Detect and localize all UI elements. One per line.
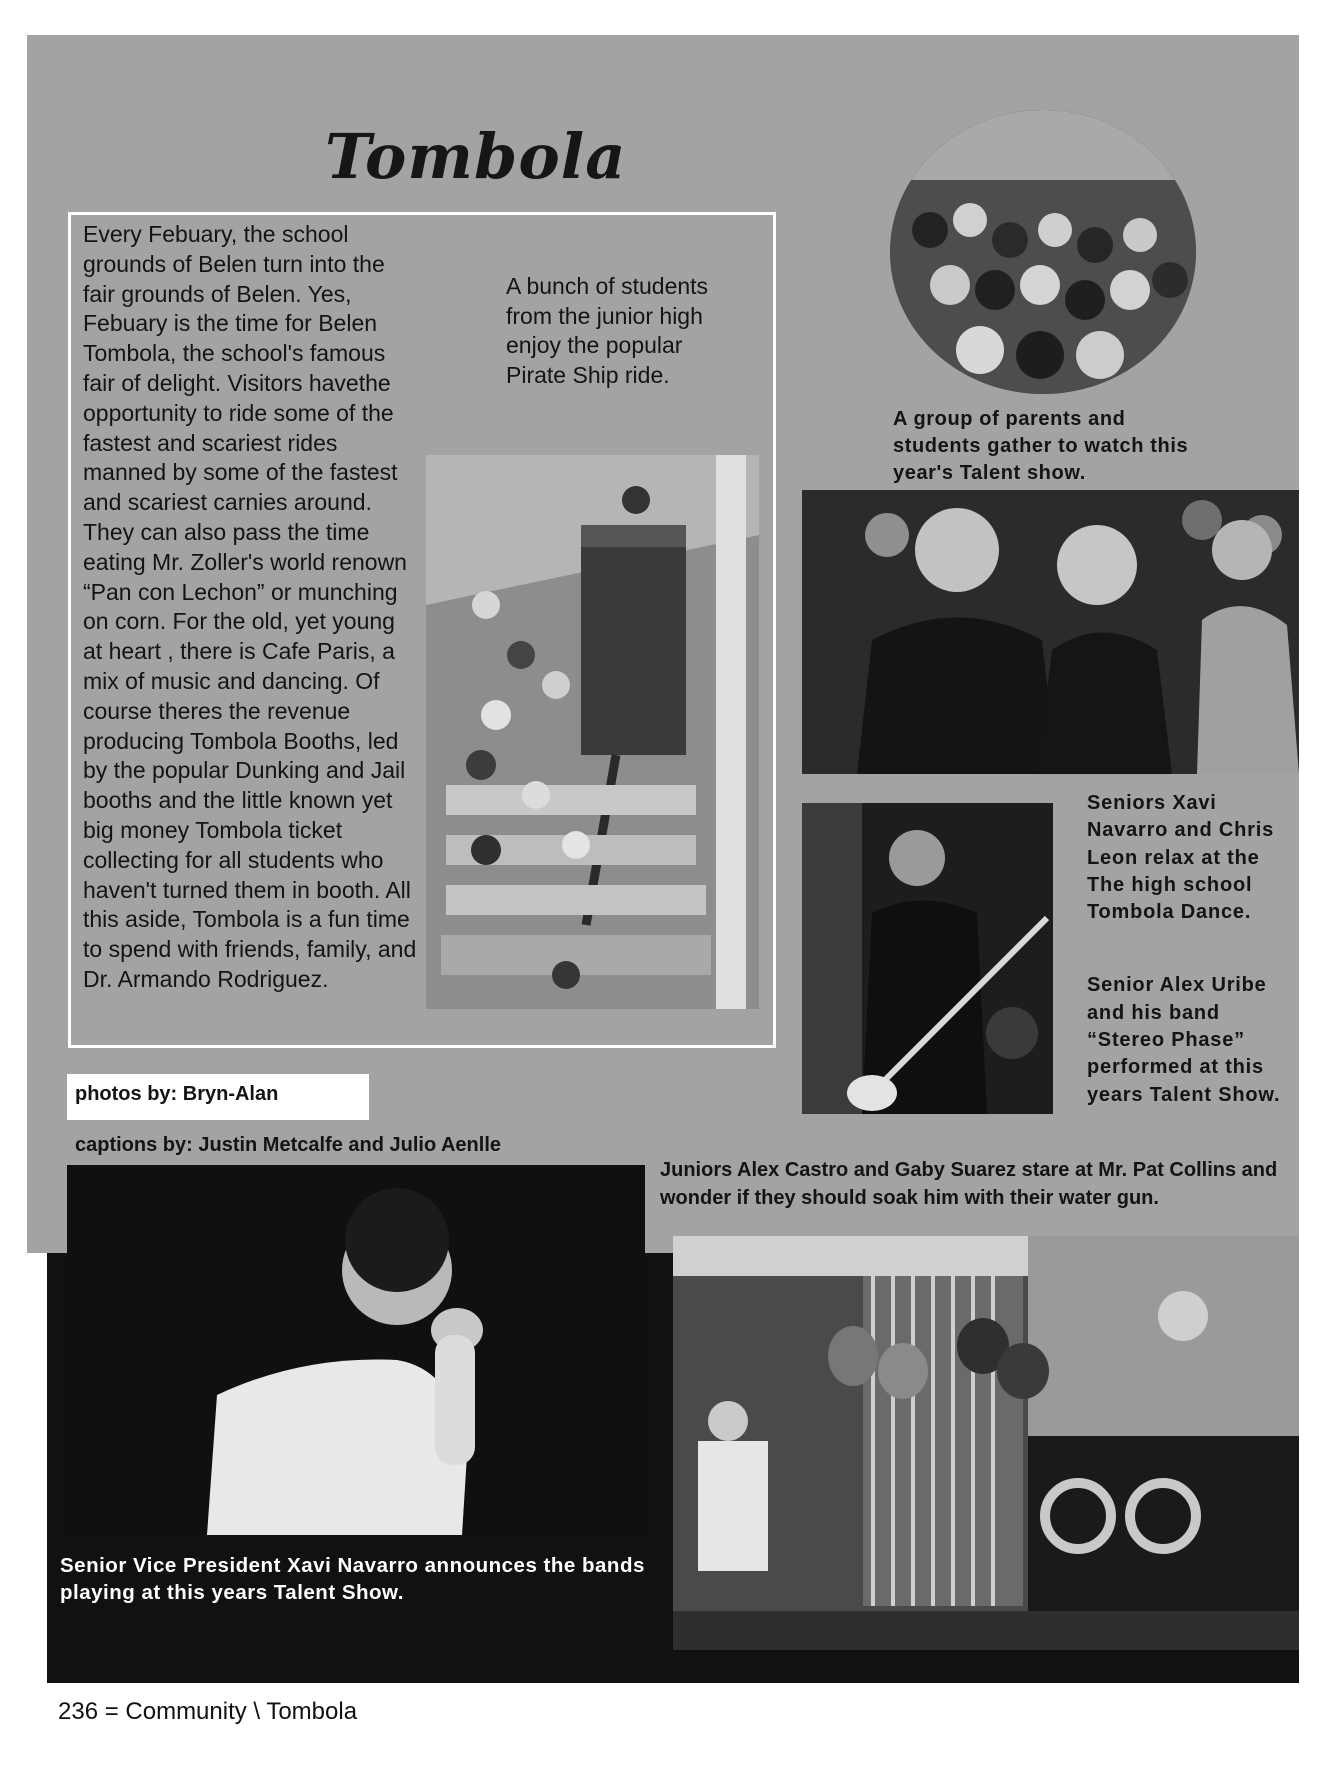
dunking-booth-photo [673, 1236, 1299, 1650]
page-footer: 236 = Community \ Tombola [58, 1698, 358, 1725]
captions-credit: captions by: Justin Metcalfe and Julio Aenlle [75, 1134, 502, 1156]
page-title: Tombola [325, 120, 627, 193]
talent-crowd-photo [890, 110, 1196, 394]
caption-seniors-dance: Seniors Xavi Navarro and Chris Leon relax at the The high school Tombola Dance. [1087, 792, 1274, 924]
caption-water-gun: Juniors Alex Castro and Gaby Suarez stare at Mr. Pat Collins and wonder if they should soak him with their water gun. [660, 1159, 1278, 1209]
caption-announcer: Senior Vice President Xavi Navarro announces the bands playing at this years Talent Show. [60, 1554, 645, 1604]
seniors-photo [802, 490, 1299, 774]
story-text: Every Febuary, the school grounds of Belen turn into the fair grounds of Belen. Yes, Febuary is the time for Belen Tombola, the school's famous fair of delight. Visitors havethe opportunity to ride some of the fastest and scariest rides manned by some of the fastest and scariest carnies around. They can also pass the time eating Mr. Zoller's world renown “Pan con Lechon” or munching on corn. For the old, yet young at heart , there is Cafe Paris, a mix of music and dancing. Of course theres the revenue producing Tombola Booths, led by the popular Dunking and Jail booths and the little known yet big money Tombola ticket collecting for all students who haven't turned them in booth. All this aside, Tombola is a fun time to spend with friends, family, and Dr. Armando Rodriguez. [83, 221, 417, 992]
announcer-photo [67, 1165, 645, 1535]
band-photo [802, 803, 1053, 1114]
caption-talent-crowd: A group of parents and students gather to watch this year's Talent show. [893, 408, 1189, 484]
caption-pirate-ship: A bunch of students from the junior high enjoy the popular Pirate Ship ride. [506, 273, 709, 388]
pirate-ship-photo [426, 455, 759, 1009]
caption-band: Senior Alex Uribe and his band “Stereo Phase” performed at this years Talent Show. [1087, 974, 1281, 1106]
photos-credit: photos by: Bryn-Alan [67, 1074, 369, 1120]
